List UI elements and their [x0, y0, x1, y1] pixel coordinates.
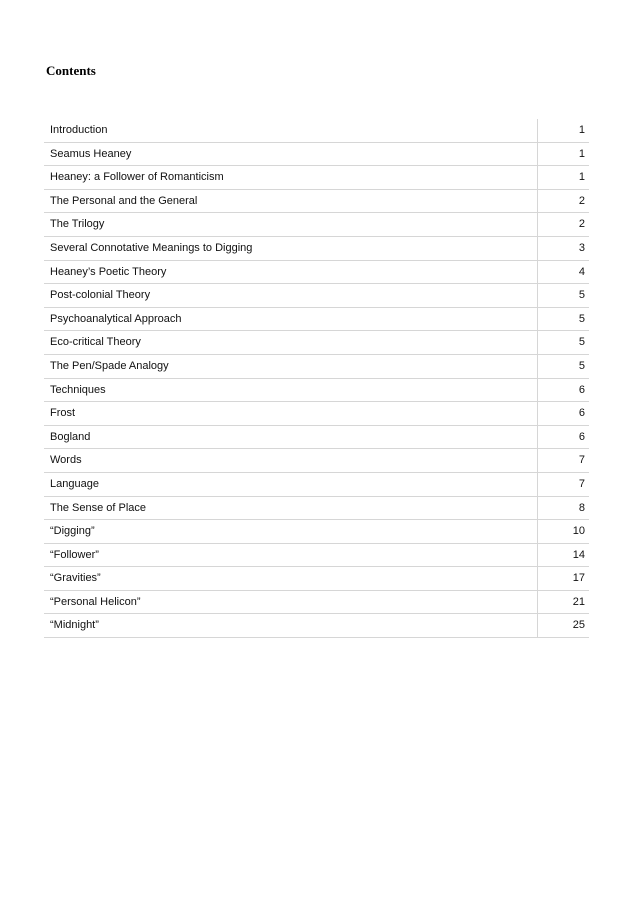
entry-title: “Gravities”	[50, 572, 101, 585]
entry-title: “Midnight”	[50, 619, 99, 632]
table-row	[44, 190, 589, 214]
entry-title: Bogland	[50, 430, 91, 443]
entry-title: Words	[50, 454, 82, 467]
table-row	[44, 402, 589, 426]
entry-title: Heaney’s Poetic Theory	[50, 265, 167, 278]
table-row	[44, 473, 589, 497]
table-row	[44, 308, 589, 332]
entry-page-number: 1	[537, 119, 589, 142]
table-row	[44, 213, 589, 237]
entry-title: “Personal Helicon”	[50, 595, 141, 608]
table-row	[44, 143, 589, 167]
entry-page-number: 14	[537, 544, 589, 567]
table-row	[44, 449, 589, 473]
table-row	[44, 614, 589, 638]
entry-title: Post-colonial Theory	[50, 289, 151, 302]
entry-page-number: 5	[537, 308, 589, 331]
entry-page-number: 5	[537, 284, 589, 307]
entry-page-number: 4	[537, 261, 589, 284]
entry-page-number: 7	[537, 473, 589, 496]
table-row	[44, 119, 589, 143]
table-row	[44, 544, 589, 568]
entry-title: Heaney: a Follower of Romanticism	[50, 171, 224, 184]
table-row	[44, 261, 589, 285]
entry-page-number: 10	[537, 520, 589, 543]
entry-page-number: 25	[537, 614, 589, 637]
table-row	[44, 520, 589, 544]
entry-title: Seamus Heaney	[50, 147, 132, 160]
entry-title: The Sense of Place	[50, 501, 147, 514]
entry-title: The Pen/Spade Analogy	[50, 359, 169, 372]
entry-title: Techniques	[50, 383, 106, 396]
entry-title: Language	[50, 477, 99, 490]
page-title: Contents	[46, 63, 96, 78]
entry-page-number: 8	[537, 497, 589, 520]
table-row	[44, 166, 589, 190]
table-row	[44, 379, 589, 403]
entry-page-number: 21	[537, 591, 589, 614]
entry-page-number: 6	[537, 379, 589, 402]
entry-page-number: 6	[537, 426, 589, 449]
entry-title: “Follower”	[50, 548, 99, 561]
entry-page-number: 3	[537, 237, 589, 260]
entry-page-number: 5	[537, 355, 589, 378]
table-row	[44, 284, 589, 308]
table-row	[44, 355, 589, 379]
entry-title: Several Connotative Meanings to Digging	[50, 241, 253, 254]
entry-page-number: 2	[537, 190, 589, 213]
table-row	[44, 497, 589, 521]
entry-title: Introduction	[50, 124, 108, 136]
entry-page-number: 17	[537, 567, 589, 590]
entry-title: “Digging”	[50, 525, 95, 538]
entry-page-number: 2	[537, 213, 589, 236]
entry-page-number: 1	[537, 166, 589, 189]
entry-title: The Trilogy	[50, 218, 105, 231]
table-of-contents	[44, 119, 589, 638]
entry-title: The Personal and the General	[50, 194, 198, 207]
entry-title: Eco-critical Theory	[50, 336, 141, 349]
table-row	[44, 591, 589, 615]
entry-page-number: 5	[537, 331, 589, 354]
entry-title: Frost	[50, 407, 76, 420]
entry-title: Psychoanalytical Approach	[50, 312, 182, 325]
table-row	[44, 237, 589, 261]
table-row	[44, 331, 589, 355]
entry-page-number: 6	[537, 402, 589, 425]
table-row	[44, 426, 589, 450]
table-row	[44, 567, 589, 591]
entry-page-number: 7	[537, 449, 589, 472]
entry-page-number: 1	[537, 143, 589, 166]
